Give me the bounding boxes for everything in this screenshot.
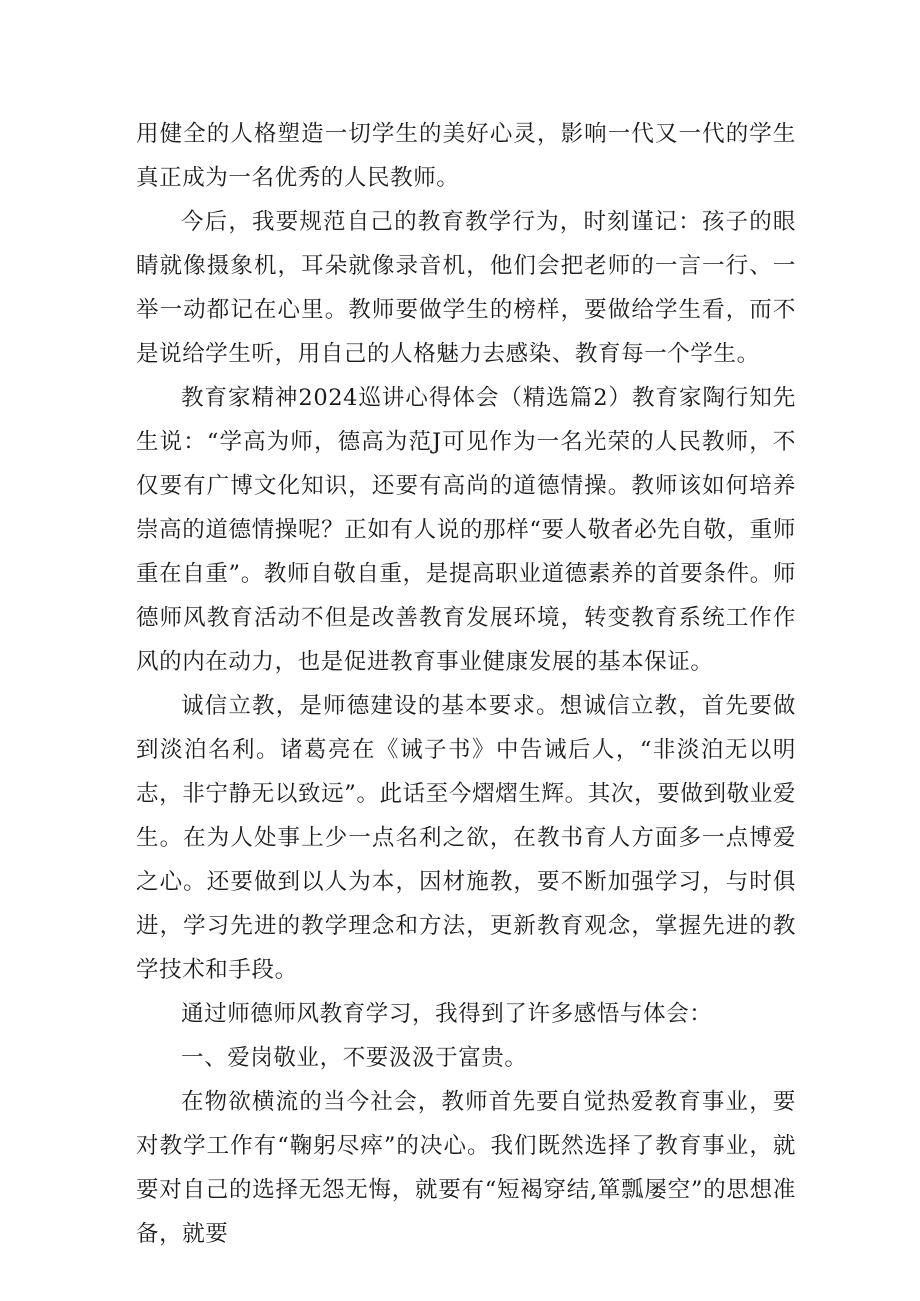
paragraph-2: 今后，我要规范自己的教育教学行为，时刻谨记：孩子的眼睛就像摄象机，耳朵就像录音机，他们会把老师的一言一行、一举一动都记在心里。教师要做学生的榜样，要做给学生看，而不是说给学生听，用自己的人格魅力去感染、教育每一个学生。: [136, 209, 796, 367]
paragraph-6: 一、爱岗敬业，不要汲汲于富贵。: [181, 1045, 528, 1071]
paragraph-4: 诚信立教，是师德建设的基本要求。想诚信立教，首先要做到淡泊名利。诸葛亮在《诫子书》中告诫后人，“非淡泊无以明志，非宁静无以致远”。此话至今熠熠生辉。其次，要做到敬业爱生。在为人处事上少一点名利之欲，在教书育人方面多一点博爱之心。还要做到以人为本，因材施教，要不断加强学习，与时俱进，学习先进的教学理念和方法，更新教育观念，掌握先进的教学技术和手段。: [136, 693, 796, 983]
paragraph-1: 用健全的人格塑造一切学生的美好心灵，影响一代又一代的学生真正成为一名优秀的人民教师。: [136, 121, 796, 191]
paragraph-5: 通过师德师风教育学习，我得到了许多感悟与体会：: [181, 1001, 713, 1027]
paragraph-3: 教育家精神2024巡讲心得体会（精选篇2）教育家陶行知先生说：“学高为师，德高为范J可见作为一名光荣的人民教师，不仅要有广博文化知识，还要有高尚的道德情操。教师该如何培养崇高的道德情操呢？正如有人说的那样“要人敬者必先自敬，重师重在自重”。教师自敬自重，是提高职业道德素养的首要条件。师德师风教育活动不但是改善教育发展环境，转变教育系统工作作风的内在动力，也是促进教育事业健康发展的基本保证。: [136, 385, 796, 675]
paragraph-7: 在物欲横流的当今社会，教师首先要自觉热爱教育事业，要对教学工作有“鞠躬尽瘁”的决心。我们既然选择了教育事业，就要对自己的选择无怨无悔，就要有“短褐穿结,箪瓢屡空”的思想准备，就要: [136, 1089, 796, 1247]
document-body: [136, 112, 796, 1256]
